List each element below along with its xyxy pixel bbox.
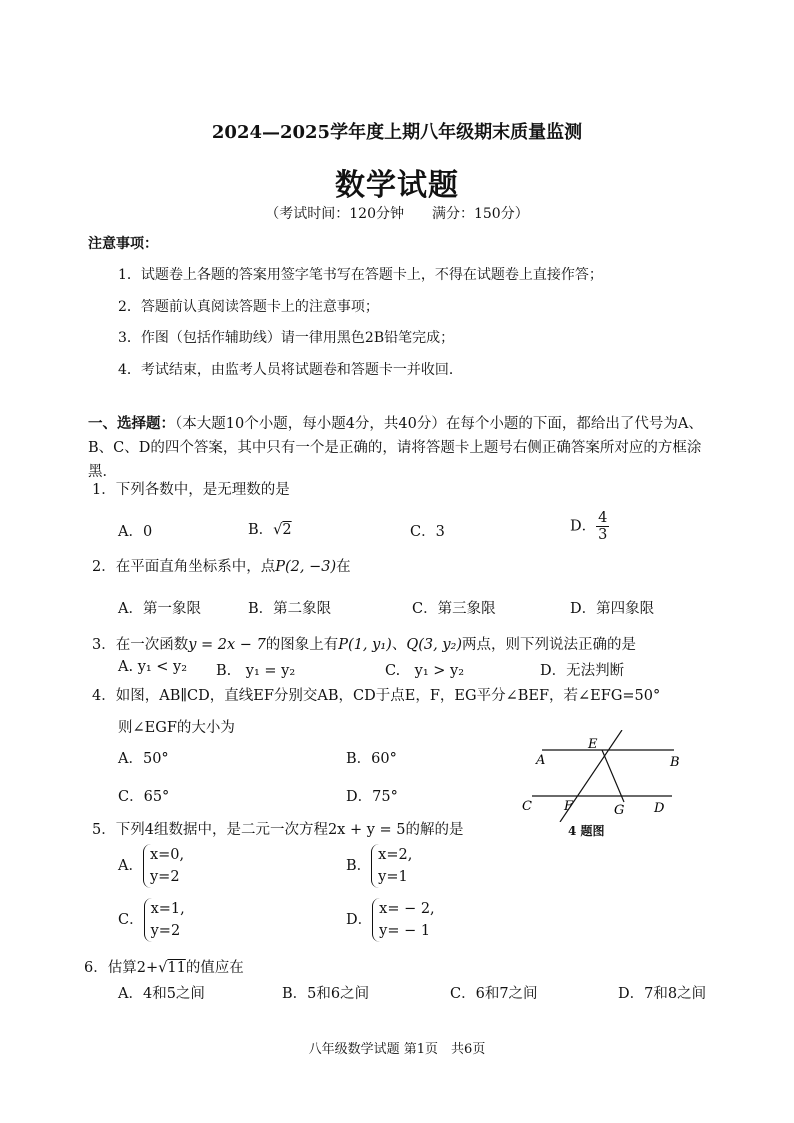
q5-option-d [346,898,435,942]
q2-option-b: B．第二象限 [248,601,332,617]
exam-title: 2024—2025学年度上期八年级期末质量监测 [211,122,583,143]
q3-separator: 、 [391,637,407,653]
notice-item: 2．答题前认真阅读答题卡上的注意事项； [118,299,379,315]
q3-function: y = 2x − 7 [188,637,266,653]
question-4-stem: 4．如图，AB∥CD，直线EF分别交AB，CD于点E，F，EG平分∠BEF，若∠EFG=50° [92,688,661,704]
q3-stem-post: 两点，则下列说法正确的是 [461,637,636,653]
section-text: （本大题10个小题，每小题4分，共40分）在每个小题的下面，都给出了代号为A、B、C、D的四个答案，其中只有一个是正确的，请将答题卡上题号右侧正确答案所对应的方框涂黑． [88,416,703,480]
q3-point-q: Q(3, y₂) [406,637,462,653]
question-4-stem-2: 则∠EGF的大小为 [118,720,235,736]
q1-option-a: A．0 [118,524,153,540]
q5-option-b-label: B． [346,858,372,874]
q5-option-d-label: D． [346,912,373,928]
question-3-stem [92,633,636,654]
q3-stem-pre: 3．在一次函数 [92,637,189,653]
question-1-stem: 1．下列各数中，是无理数的是 [92,482,290,498]
system-line: x= − 2, [379,901,435,917]
q6-option-d: D．7和8之间 [618,986,707,1002]
system-line: y=2 [150,923,181,939]
label-c: C [522,799,532,814]
q1-option-d [570,510,609,543]
fraction [596,510,609,543]
label-a: A [536,753,546,768]
question-2-stem [92,555,351,576]
fraction-numerator: 4 [598,510,608,526]
q5-option-c-label: C． [118,912,144,928]
q1-option-c: C．3 [410,524,445,540]
system-line: y=1 [378,869,408,885]
label-f: F [564,799,574,814]
q6-radicand: 11 [167,960,186,976]
q1-option-d-label: D． [570,518,597,535]
question-5-stem: 5．下列4组数据中，是二元一次方程2x + y = 5的解的是 [92,822,464,838]
notice-item: 1．试题卷上各题的答案用签字笔书写在答题卡上，不得在试题卷上直接作答； [118,267,603,283]
fraction-denominator: 3 [598,527,608,543]
notice-item: 4．考试结束，由监考人员将试题卷和答题卡一并收回． [118,362,463,378]
system-line: x=2, [378,847,413,863]
q2-option-c: C．第三象限 [412,601,496,617]
q6-option-a: A．4和5之间 [118,986,205,1002]
q2-option-d: D．第四象限 [570,601,655,617]
label-e: E [588,737,598,752]
page-footer: 八年级数学试题 第1页 共6页 [308,1042,486,1057]
q3-point-p: P(1, y₁) [338,637,392,653]
q5-option-c [118,898,185,942]
q2-point: P(2, −3) [275,559,337,575]
subject-title: 数学试题 [335,168,459,203]
q2-option-a: A．第一象限 [118,601,201,617]
q4-option-a: A．50° [118,751,169,767]
q6-option-b: B．5和6之间 [282,986,370,1002]
equation-system [143,844,184,888]
figure-caption: 4 题图 [568,824,605,838]
q2-stem-pre: 2．在平面直角坐标系中，点 [92,559,276,575]
equation-system [144,898,185,942]
q6-stem-pre: 6．估算2+ [84,960,159,976]
system-line: y=2 [149,869,180,885]
equation-system [372,898,435,942]
notice-heading: 注意事项： [88,236,158,252]
question-6-stem [84,956,244,977]
q4-option-b: B．60° [346,751,397,767]
q1-option-b-label: B． [248,522,274,538]
sqrt-icon: √ [273,522,283,538]
q2-stem-post: 在 [336,559,351,575]
label-b: B [670,755,680,770]
q5-option-a-label: A． [118,858,143,874]
label-g: G [614,803,625,818]
q6-option-c: C．6和7之间 [450,986,538,1002]
section-label: 一、选择题： [88,415,175,432]
q1-option-b [248,518,292,539]
equation-system [371,844,412,888]
ray-eg [602,750,624,802]
q6-stem-post: 的值应在 [185,960,244,976]
notice-item: 3．作图（包括作辅助线）请一律用黑色2B铅笔完成； [118,330,455,346]
q3-option-a: A. y₁ < y₂ [118,659,188,675]
q3-option-c: C. y₁ > y₂ [385,663,465,679]
q4-option-c: C．65° [118,789,170,805]
system-line: y= − 1 [379,923,431,939]
q1-option-b-value: 2 [282,522,292,538]
section-intro [88,412,720,484]
system-line: x=1, [150,901,185,917]
q3-stem-mid: 的图象上有 [265,637,339,653]
exam-info: （考试时间：120分钟 满分：150分） [265,206,529,222]
q5-option-b [346,844,412,888]
q3-option-b: B. y₁ = y₂ [216,663,296,679]
label-d: D [654,801,665,816]
sqrt-icon: √ [158,960,168,976]
q5-option-a [118,844,184,888]
q3-option-d: D．无法判断 [540,663,625,679]
q4-figure [516,730,696,822]
system-line: x=0, [149,847,185,863]
q4-option-d: D．75° [346,789,398,805]
